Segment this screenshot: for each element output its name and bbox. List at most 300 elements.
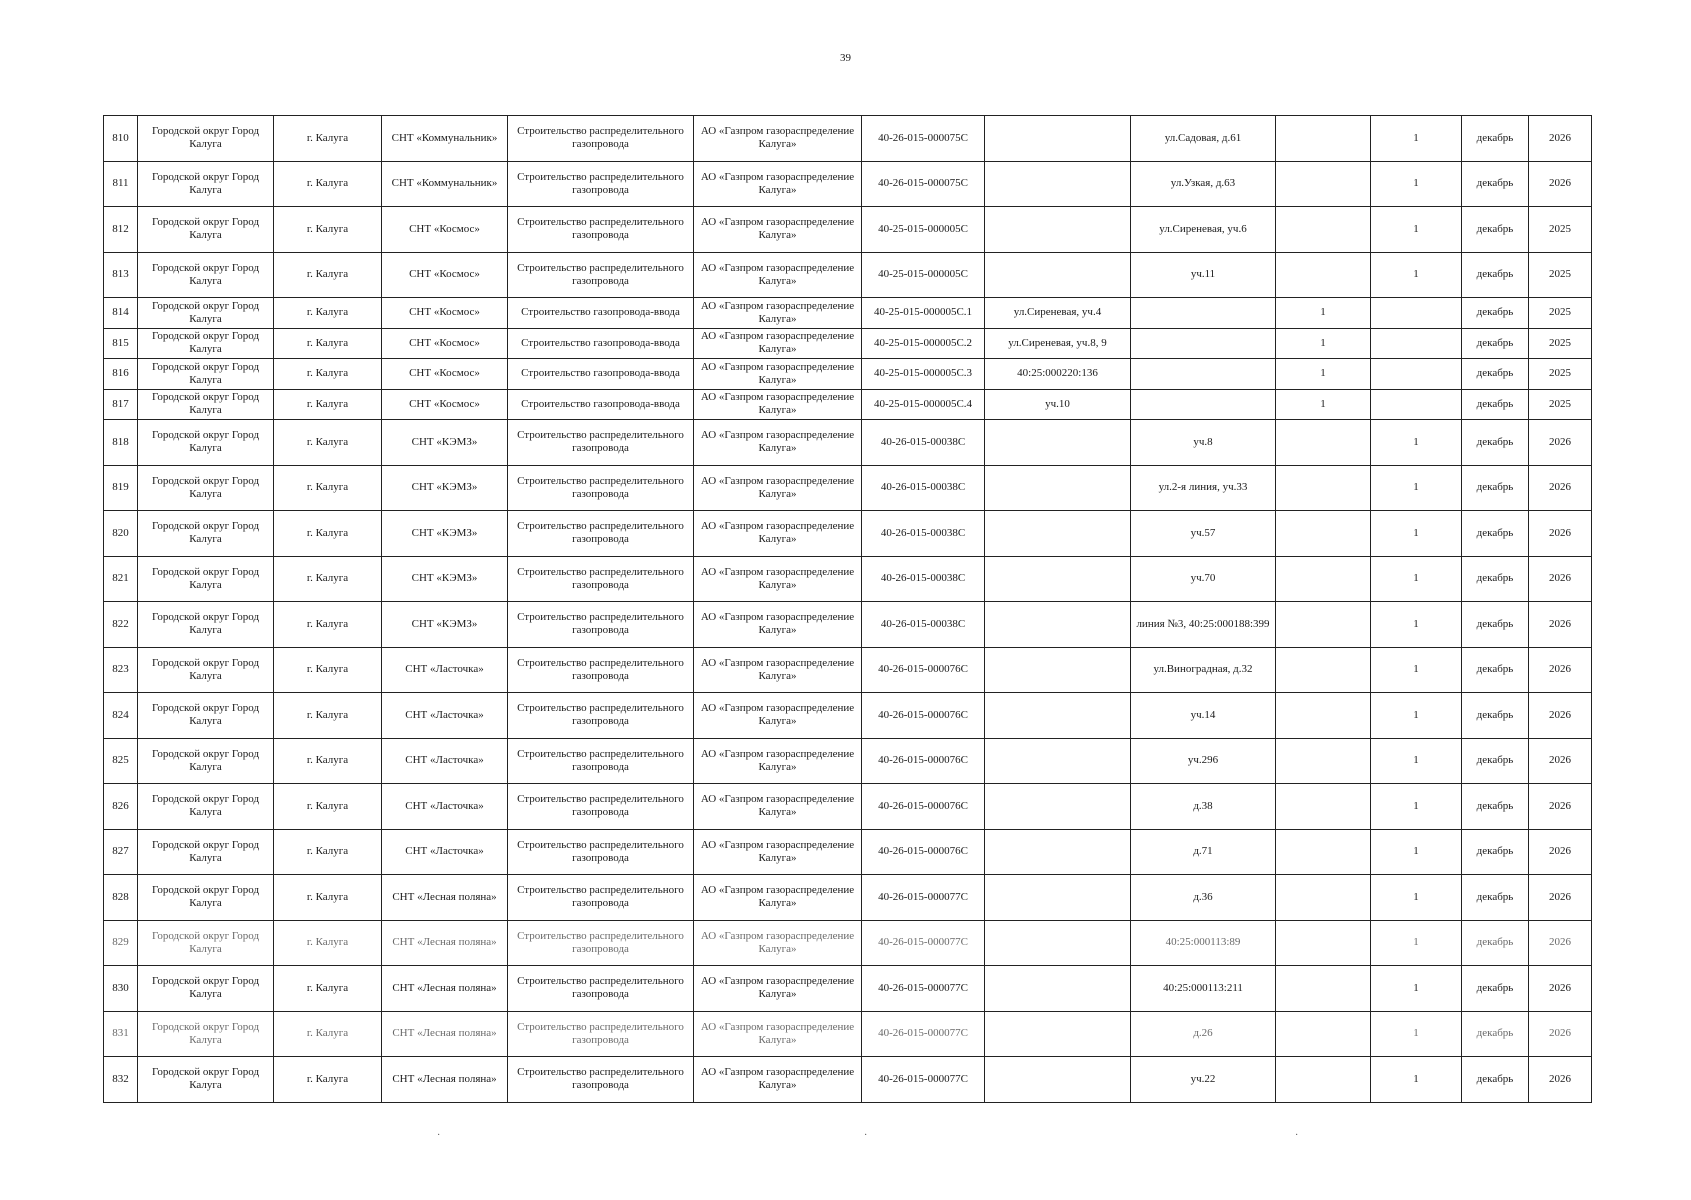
row-number: 827 — [104, 829, 138, 875]
gasification-table — [103, 115, 1592, 1103]
address-cell — [985, 161, 1131, 207]
count-inlet-cell — [1276, 465, 1371, 511]
month-cell: декабрь — [1462, 966, 1529, 1012]
project-code-cell: 40-26-015-000076С — [862, 829, 985, 875]
work-type-cell: Строительство распределительного газопровода — [508, 602, 694, 648]
year-cell: 2026 — [1529, 1057, 1592, 1103]
month-cell: декабрь — [1462, 207, 1529, 253]
organization-cell: АО «Газпром газораспределение Калуга» — [694, 738, 862, 784]
address-cell — [985, 465, 1131, 511]
site-cell: ул.Узкая, д.63 — [1131, 161, 1276, 207]
project-code-cell: 40-26-015-000075С — [862, 116, 985, 162]
count-inlet-cell: 1 — [1276, 389, 1371, 420]
table-row — [104, 920, 1592, 966]
locality-cell: г. Калуга — [274, 298, 382, 329]
year-cell: 2026 — [1529, 920, 1592, 966]
municipality-cell: Городской округ Город Калуга — [138, 328, 274, 359]
year-cell: 2026 — [1529, 1011, 1592, 1057]
site-cell — [1131, 389, 1276, 420]
project-code-cell: 40-26-015-000076С — [862, 738, 985, 784]
project-code-cell: 40-26-015-000077С — [862, 1057, 985, 1103]
address-cell: ул.Сиреневая, уч.4 — [985, 298, 1131, 329]
count-distribution-cell — [1371, 359, 1462, 390]
address-cell — [985, 875, 1131, 921]
row-number: 828 — [104, 875, 138, 921]
municipality-cell: Городской округ Город Калуга — [138, 116, 274, 162]
address-cell — [985, 1011, 1131, 1057]
work-type-cell: Строительство распределительного газопровода — [508, 920, 694, 966]
object-cell: СНТ «Коммунальник» — [382, 161, 508, 207]
organization-cell: АО «Газпром газораспределение Калуга» — [694, 647, 862, 693]
site-cell — [1131, 298, 1276, 329]
organization-cell: АО «Газпром газораспределение Калуга» — [694, 252, 862, 298]
table-row — [104, 420, 1592, 466]
locality-cell: г. Калуга — [274, 784, 382, 830]
project-code-cell: 40-25-015-000005С — [862, 207, 985, 253]
work-type-cell: Строительство распределительного газопровода — [508, 252, 694, 298]
locality-cell: г. Калуга — [274, 328, 382, 359]
scan-mark: · — [864, 1130, 868, 1141]
count-distribution-cell: 1 — [1371, 647, 1462, 693]
table-row — [104, 829, 1592, 875]
object-cell: СНТ «Лесная поляна» — [382, 1011, 508, 1057]
year-cell: 2026 — [1529, 511, 1592, 557]
site-cell: д.38 — [1131, 784, 1276, 830]
count-distribution-cell: 1 — [1371, 829, 1462, 875]
site-cell: уч.8 — [1131, 420, 1276, 466]
table-row — [104, 116, 1592, 162]
site-cell: 40:25:000113:211 — [1131, 966, 1276, 1012]
organization-cell: АО «Газпром газораспределение Калуга» — [694, 389, 862, 420]
locality-cell: г. Калуга — [274, 738, 382, 784]
month-cell: декабрь — [1462, 647, 1529, 693]
organization-cell: АО «Газпром газораспределение Калуга» — [694, 359, 862, 390]
address-cell: уч.10 — [985, 389, 1131, 420]
site-cell: уч.70 — [1131, 556, 1276, 602]
locality-cell: г. Калуга — [274, 207, 382, 253]
month-cell: декабрь — [1462, 738, 1529, 784]
object-cell: СНТ «Лесная поляна» — [382, 966, 508, 1012]
locality-cell: г. Калуга — [274, 647, 382, 693]
year-cell: 2026 — [1529, 420, 1592, 466]
table-row — [104, 738, 1592, 784]
month-cell: декабрь — [1462, 328, 1529, 359]
organization-cell: АО «Газпром газораспределение Калуга» — [694, 420, 862, 466]
month-cell: декабрь — [1462, 465, 1529, 511]
row-number: 826 — [104, 784, 138, 830]
month-cell: декабрь — [1462, 252, 1529, 298]
object-cell: СНТ «Космос» — [382, 252, 508, 298]
project-code-cell: 40-26-015-000077С — [862, 966, 985, 1012]
count-distribution-cell — [1371, 328, 1462, 359]
project-code-cell: 40-26-015-000075С — [862, 161, 985, 207]
count-inlet-cell: 1 — [1276, 328, 1371, 359]
month-cell: декабрь — [1462, 511, 1529, 557]
organization-cell: АО «Газпром газораспределение Калуга» — [694, 602, 862, 648]
table-row — [104, 465, 1592, 511]
locality-cell: г. Калуга — [274, 829, 382, 875]
locality-cell: г. Калуга — [274, 420, 382, 466]
work-type-cell: Строительство распределительного газопровода — [508, 647, 694, 693]
project-code-cell: 40-25-015-000005С.4 — [862, 389, 985, 420]
row-number: 815 — [104, 328, 138, 359]
municipality-cell: Городской округ Город Калуга — [138, 1011, 274, 1057]
row-number: 818 — [104, 420, 138, 466]
count-inlet-cell — [1276, 207, 1371, 253]
organization-cell: АО «Газпром газораспределение Калуга» — [694, 511, 862, 557]
project-code-cell: 40-26-015-000077С — [862, 1011, 985, 1057]
site-cell: д.36 — [1131, 875, 1276, 921]
month-cell: декабрь — [1462, 116, 1529, 162]
scan-mark: · — [1295, 1130, 1299, 1141]
organization-cell: АО «Газпром газораспределение Калуга» — [694, 207, 862, 253]
count-inlet-cell — [1276, 784, 1371, 830]
object-cell: СНТ «Космос» — [382, 359, 508, 390]
row-number: 822 — [104, 602, 138, 648]
site-cell: д.71 — [1131, 829, 1276, 875]
organization-cell: АО «Газпром газораспределение Калуга» — [694, 556, 862, 602]
object-cell: СНТ «КЭМЗ» — [382, 511, 508, 557]
municipality-cell: Городской округ Город Калуга — [138, 693, 274, 739]
work-type-cell: Строительство газопровода-ввода — [508, 359, 694, 390]
object-cell: СНТ «КЭМЗ» — [382, 420, 508, 466]
work-type-cell: Строительство распределительного газопровода — [508, 556, 694, 602]
year-cell: 2025 — [1529, 207, 1592, 253]
work-type-cell: Строительство газопровода-ввода — [508, 328, 694, 359]
scan-mark: · — [437, 1130, 441, 1141]
site-cell: уч.296 — [1131, 738, 1276, 784]
count-inlet-cell — [1276, 116, 1371, 162]
work-type-cell: Строительство распределительного газопровода — [508, 875, 694, 921]
municipality-cell: Городской округ Город Калуга — [138, 920, 274, 966]
year-cell: 2026 — [1529, 829, 1592, 875]
row-number: 820 — [104, 511, 138, 557]
year-cell: 2026 — [1529, 602, 1592, 648]
address-cell — [985, 693, 1131, 739]
municipality-cell: Городской округ Город Калуга — [138, 161, 274, 207]
year-cell: 2026 — [1529, 465, 1592, 511]
organization-cell: АО «Газпром газораспределение Калуга» — [694, 829, 862, 875]
address-cell — [985, 966, 1131, 1012]
year-cell: 2026 — [1529, 875, 1592, 921]
table-row — [104, 252, 1592, 298]
project-code-cell: 40-26-015-000076С — [862, 784, 985, 830]
work-type-cell: Строительство распределительного газопровода — [508, 693, 694, 739]
year-cell: 2025 — [1529, 252, 1592, 298]
row-number: 829 — [104, 920, 138, 966]
municipality-cell: Городской округ Город Калуга — [138, 556, 274, 602]
municipality-cell: Городской округ Город Калуга — [138, 966, 274, 1012]
municipality-cell: Городской округ Город Калуга — [138, 298, 274, 329]
year-cell: 2025 — [1529, 389, 1592, 420]
count-distribution-cell: 1 — [1371, 161, 1462, 207]
month-cell: декабрь — [1462, 1011, 1529, 1057]
row-number: 810 — [104, 116, 138, 162]
count-inlet-cell — [1276, 966, 1371, 1012]
count-inlet-cell — [1276, 829, 1371, 875]
count-distribution-cell: 1 — [1371, 556, 1462, 602]
project-code-cell: 40-25-015-000005С.2 — [862, 328, 985, 359]
municipality-cell: Городской округ Город Калуга — [138, 784, 274, 830]
year-cell: 2025 — [1529, 298, 1592, 329]
address-cell — [985, 829, 1131, 875]
object-cell: СНТ «Космос» — [382, 389, 508, 420]
row-number: 824 — [104, 693, 138, 739]
work-type-cell: Строительство распределительного газопровода — [508, 784, 694, 830]
site-cell: ул.2-я линия, уч.33 — [1131, 465, 1276, 511]
project-code-cell: 40-25-015-000005С — [862, 252, 985, 298]
year-cell: 2025 — [1529, 328, 1592, 359]
work-type-cell: Строительство распределительного газопровода — [508, 207, 694, 253]
municipality-cell: Городской округ Город Калуга — [138, 252, 274, 298]
count-inlet-cell — [1276, 420, 1371, 466]
project-code-cell: 40-25-015-000005С.1 — [862, 298, 985, 329]
organization-cell: АО «Газпром газораспределение Калуга» — [694, 465, 862, 511]
month-cell: декабрь — [1462, 420, 1529, 466]
project-code-cell: 40-26-015-00038С — [862, 465, 985, 511]
locality-cell: г. Калуга — [274, 1057, 382, 1103]
count-distribution-cell: 1 — [1371, 875, 1462, 921]
site-cell: линия №3, 40:25:000188:399 — [1131, 602, 1276, 648]
count-inlet-cell — [1276, 875, 1371, 921]
table-row — [104, 207, 1592, 253]
month-cell: декабрь — [1462, 875, 1529, 921]
locality-cell: г. Калуга — [274, 920, 382, 966]
table-row — [104, 359, 1592, 390]
count-distribution-cell: 1 — [1371, 738, 1462, 784]
table-row — [104, 328, 1592, 359]
organization-cell: АО «Газпром газораспределение Калуга» — [694, 116, 862, 162]
site-cell: уч.22 — [1131, 1057, 1276, 1103]
municipality-cell: Городской округ Город Калуга — [138, 420, 274, 466]
address-cell — [985, 116, 1131, 162]
project-code-cell: 40-26-015-000076С — [862, 647, 985, 693]
project-code-cell: 40-26-015-00038С — [862, 556, 985, 602]
table-row — [104, 389, 1592, 420]
row-number: 814 — [104, 298, 138, 329]
object-cell: СНТ «КЭМЗ» — [382, 602, 508, 648]
row-number: 812 — [104, 207, 138, 253]
work-type-cell: Строительство распределительного газопровода — [508, 465, 694, 511]
municipality-cell: Городской округ Город Калуга — [138, 1057, 274, 1103]
organization-cell: АО «Газпром газораспределение Калуга» — [694, 966, 862, 1012]
row-number: 830 — [104, 966, 138, 1012]
municipality-cell: Городской округ Город Калуга — [138, 647, 274, 693]
organization-cell: АО «Газпром газораспределение Калуга» — [694, 784, 862, 830]
municipality-cell: Городской округ Город Калуга — [138, 359, 274, 390]
project-code-cell: 40-26-015-00038С — [862, 511, 985, 557]
work-type-cell: Строительство распределительного газопровода — [508, 1011, 694, 1057]
locality-cell: г. Калуга — [274, 161, 382, 207]
month-cell: декабрь — [1462, 1057, 1529, 1103]
project-code-cell: 40-26-015-00038С — [862, 420, 985, 466]
year-cell: 2026 — [1529, 784, 1592, 830]
work-type-cell: Строительство распределительного газопровода — [508, 1057, 694, 1103]
object-cell: СНТ «Ласточка» — [382, 738, 508, 784]
locality-cell: г. Калуга — [274, 875, 382, 921]
project-code-cell: 40-26-015-00038С — [862, 602, 985, 648]
count-inlet-cell — [1276, 693, 1371, 739]
month-cell: декабрь — [1462, 784, 1529, 830]
table-row — [104, 875, 1592, 921]
municipality-cell: Городской округ Город Калуга — [138, 829, 274, 875]
count-distribution-cell: 1 — [1371, 1011, 1462, 1057]
count-distribution-cell — [1371, 389, 1462, 420]
work-type-cell: Строительство распределительного газопровода — [508, 161, 694, 207]
site-cell: ул.Сиреневая, уч.6 — [1131, 207, 1276, 253]
table-row — [104, 602, 1592, 648]
count-inlet-cell — [1276, 1057, 1371, 1103]
row-number: 823 — [104, 647, 138, 693]
object-cell: СНТ «Ласточка» — [382, 784, 508, 830]
year-cell: 2026 — [1529, 647, 1592, 693]
locality-cell: г. Калуга — [274, 1011, 382, 1057]
month-cell: декабрь — [1462, 829, 1529, 875]
site-cell — [1131, 328, 1276, 359]
municipality-cell: Городской округ Город Калуга — [138, 511, 274, 557]
month-cell: декабрь — [1462, 602, 1529, 648]
organization-cell: АО «Газпром газораспределение Калуга» — [694, 161, 862, 207]
municipality-cell: Городской округ Город Калуга — [138, 207, 274, 253]
address-cell: ул.Сиреневая, уч.8, 9 — [985, 328, 1131, 359]
row-number: 819 — [104, 465, 138, 511]
locality-cell: г. Калуга — [274, 359, 382, 390]
table-row — [104, 647, 1592, 693]
project-code-cell: 40-25-015-000005С.3 — [862, 359, 985, 390]
table-row — [104, 556, 1592, 602]
municipality-cell: Городской округ Город Калуга — [138, 602, 274, 648]
count-distribution-cell: 1 — [1371, 784, 1462, 830]
year-cell: 2026 — [1529, 161, 1592, 207]
month-cell: декабрь — [1462, 389, 1529, 420]
site-cell: д.26 — [1131, 1011, 1276, 1057]
project-code-cell: 40-26-015-000076С — [862, 693, 985, 739]
count-inlet-cell — [1276, 511, 1371, 557]
organization-cell: АО «Газпром газораспределение Калуга» — [694, 875, 862, 921]
organization-cell: АО «Газпром газораспределение Калуга» — [694, 920, 862, 966]
object-cell: СНТ «Лесная поляна» — [382, 875, 508, 921]
work-type-cell: Строительство распределительного газопровода — [508, 829, 694, 875]
site-cell: ул.Виноградная, д.32 — [1131, 647, 1276, 693]
year-cell: 2026 — [1529, 738, 1592, 784]
work-type-cell: Строительство распределительного газопровода — [508, 511, 694, 557]
object-cell: СНТ «Космос» — [382, 328, 508, 359]
year-cell: 2025 — [1529, 359, 1592, 390]
object-cell: СНТ «Ласточка» — [382, 693, 508, 739]
row-number: 832 — [104, 1057, 138, 1103]
locality-cell: г. Калуга — [274, 252, 382, 298]
month-cell: декабрь — [1462, 556, 1529, 602]
organization-cell: АО «Газпром газораспределение Калуга» — [694, 1057, 862, 1103]
work-type-cell: Строительство газопровода-ввода — [508, 389, 694, 420]
site-cell: уч.57 — [1131, 511, 1276, 557]
locality-cell: г. Калуга — [274, 511, 382, 557]
table-row — [104, 693, 1592, 739]
municipality-cell: Городской округ Город Калуга — [138, 738, 274, 784]
address-cell — [985, 1057, 1131, 1103]
table-row — [104, 966, 1592, 1012]
count-inlet-cell — [1276, 1011, 1371, 1057]
address-cell — [985, 511, 1131, 557]
count-inlet-cell — [1276, 602, 1371, 648]
row-number: 813 — [104, 252, 138, 298]
work-type-cell: Строительство распределительного газопровода — [508, 966, 694, 1012]
year-cell: 2026 — [1529, 116, 1592, 162]
row-number: 831 — [104, 1011, 138, 1057]
table-row — [104, 161, 1592, 207]
project-code-cell: 40-26-015-000077С — [862, 875, 985, 921]
table-row — [104, 511, 1592, 557]
count-inlet-cell — [1276, 556, 1371, 602]
locality-cell: г. Калуга — [274, 693, 382, 739]
month-cell: декабрь — [1462, 693, 1529, 739]
object-cell: СНТ «Космос» — [382, 298, 508, 329]
count-inlet-cell: 1 — [1276, 298, 1371, 329]
count-distribution-cell: 1 — [1371, 465, 1462, 511]
locality-cell: г. Калуга — [274, 556, 382, 602]
month-cell: декабрь — [1462, 161, 1529, 207]
year-cell: 2026 — [1529, 693, 1592, 739]
count-distribution-cell: 1 — [1371, 966, 1462, 1012]
object-cell: СНТ «КЭМЗ» — [382, 465, 508, 511]
address-cell — [985, 207, 1131, 253]
address-cell — [985, 647, 1131, 693]
object-cell: СНТ «Космос» — [382, 207, 508, 253]
month-cell: декабрь — [1462, 298, 1529, 329]
site-cell: 40:25:000113:89 — [1131, 920, 1276, 966]
count-inlet-cell — [1276, 252, 1371, 298]
month-cell: декабрь — [1462, 920, 1529, 966]
row-number: 825 — [104, 738, 138, 784]
site-cell — [1131, 359, 1276, 390]
organization-cell: АО «Газпром газораспределение Калуга» — [694, 328, 862, 359]
locality-cell: г. Калуга — [274, 465, 382, 511]
locality-cell: г. Калуга — [274, 602, 382, 648]
count-distribution-cell: 1 — [1371, 920, 1462, 966]
count-inlet-cell — [1276, 738, 1371, 784]
work-type-cell: Строительство распределительного газопровода — [508, 420, 694, 466]
count-distribution-cell: 1 — [1371, 420, 1462, 466]
year-cell: 2026 — [1529, 556, 1592, 602]
locality-cell: г. Калуга — [274, 116, 382, 162]
table-body — [104, 116, 1592, 1103]
address-cell — [985, 420, 1131, 466]
row-number: 821 — [104, 556, 138, 602]
object-cell: СНТ «Лесная поляна» — [382, 920, 508, 966]
count-distribution-cell: 1 — [1371, 511, 1462, 557]
address-cell: 40:25:000220:136 — [985, 359, 1131, 390]
count-distribution-cell: 1 — [1371, 116, 1462, 162]
project-code-cell: 40-26-015-000077С — [862, 920, 985, 966]
table-row — [104, 784, 1592, 830]
month-cell: декабрь — [1462, 359, 1529, 390]
organization-cell: АО «Газпром газораспределение Калуга» — [694, 298, 862, 329]
row-number: 817 — [104, 389, 138, 420]
address-cell — [985, 252, 1131, 298]
table-row — [104, 1057, 1592, 1103]
address-cell — [985, 602, 1131, 648]
site-cell: ул.Садовая, д.61 — [1131, 116, 1276, 162]
address-cell — [985, 556, 1131, 602]
table-row — [104, 1011, 1592, 1057]
row-number: 811 — [104, 161, 138, 207]
locality-cell: г. Калуга — [274, 966, 382, 1012]
municipality-cell: Городской округ Город Калуга — [138, 465, 274, 511]
address-cell — [985, 784, 1131, 830]
count-inlet-cell: 1 — [1276, 359, 1371, 390]
object-cell: СНТ «Лесная поляна» — [382, 1057, 508, 1103]
row-number: 816 — [104, 359, 138, 390]
